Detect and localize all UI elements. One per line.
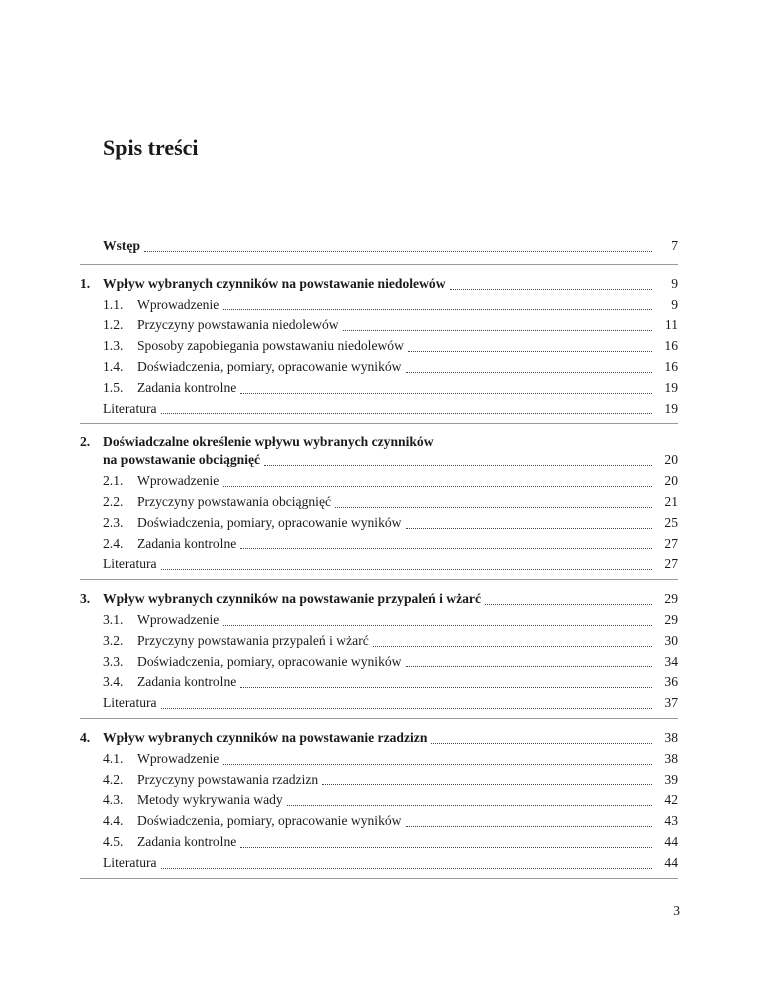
toc-section-2-3[interactable] <box>80 513 678 534</box>
toc-section-1-2[interactable] <box>80 315 678 336</box>
section-title: Przyczyny powstawania niedolewów <box>137 317 339 333</box>
toc-chapter-4[interactable] <box>80 728 678 749</box>
section-page: 34 <box>664 653 678 669</box>
dot-leader <box>450 289 652 290</box>
dot-leader <box>343 330 652 331</box>
section-title: Doświadczenia, pomiary, opracowanie wyników <box>137 358 402 374</box>
toc-literature-1[interactable] <box>80 399 678 420</box>
section-title: Wprowadzenie <box>137 750 220 766</box>
dot-leader <box>264 465 652 466</box>
section-title: Wprowadzenie <box>137 473 220 489</box>
section-number: 1.1. <box>103 296 124 312</box>
chapter-title: Wpływ wybranych czynników na powstawanie rzadzizn <box>103 729 428 745</box>
toc-section-4-4[interactable] <box>80 811 678 832</box>
chapter-block-2 <box>80 433 678 580</box>
section-title: Przyczyny powstawania przypaleń i wżarć <box>137 632 369 648</box>
section-page: 42 <box>664 792 678 808</box>
section-title: Wprowadzenie <box>137 296 220 312</box>
section-title: Przyczyny powstawania rzadzizn <box>137 771 319 787</box>
section-page: 30 <box>664 632 678 648</box>
dot-leader <box>373 646 652 647</box>
section-number: 2.3. <box>103 514 124 530</box>
toc-entry-page: 7 <box>671 238 678 253</box>
dot-leader <box>240 687 652 688</box>
toc-section-1-5[interactable] <box>80 378 678 399</box>
literature-label: Literatura <box>103 854 157 870</box>
dot-leader <box>406 528 653 529</box>
section-page: 39 <box>664 771 678 787</box>
section-page: 20 <box>664 473 678 489</box>
toc-literature-4[interactable] <box>80 853 678 874</box>
dot-leader <box>161 708 652 709</box>
toc-section-4-5[interactable] <box>80 832 678 853</box>
section-title: Zadania kontrolne <box>137 833 237 849</box>
section-page: 25 <box>664 514 678 530</box>
chapter-title: Wpływ wybranych czynników na powstawanie niedolewów <box>103 275 446 291</box>
section-number: 2.2. <box>103 493 124 509</box>
dot-leader <box>240 548 652 549</box>
dot-leader <box>223 309 652 310</box>
dot-leader <box>240 847 652 848</box>
toc-chapter-1[interactable] <box>80 274 678 295</box>
toc-chapter-2-title-line1[interactable] <box>80 433 678 450</box>
toc-section-4-1[interactable] <box>80 749 678 770</box>
chapter-title: Wpływ wybranych czynników na powstawanie przypaleń i wżarć <box>103 591 481 607</box>
dot-leader <box>406 372 653 373</box>
section-page: 21 <box>664 493 678 509</box>
section-title: Doświadczenia, pomiary, opracowanie wyników <box>137 813 402 829</box>
section-number: 4.2. <box>103 771 124 787</box>
section-number: 3.4. <box>103 674 124 690</box>
literature-label: Literatura <box>103 695 157 711</box>
section-number: 4.3. <box>103 792 124 808</box>
dot-leader <box>335 507 652 508</box>
literature-label: Literatura <box>103 556 157 572</box>
literature-page: 27 <box>664 556 678 572</box>
section-page: 11 <box>664 317 678 333</box>
section-number: 4.4. <box>103 813 124 829</box>
section-number: 3.1. <box>103 611 124 627</box>
chapter-page: 29 <box>664 591 678 607</box>
chapter-title-line1: Doświadczalne określenie wpływu wybranych czynników <box>103 434 434 450</box>
chapter-page: 38 <box>664 729 678 745</box>
section-number: 2.1. <box>103 473 124 489</box>
toc-literature-2[interactable] <box>80 554 678 575</box>
section-title: Zadania kontrolne <box>137 379 237 395</box>
table-of-contents <box>80 236 678 888</box>
section-number: 1.3. <box>103 338 124 354</box>
section-page: 16 <box>664 358 678 374</box>
dot-leader <box>287 805 652 806</box>
chapter-number: 2. <box>80 434 91 450</box>
toc-chapter-3[interactable] <box>80 589 678 610</box>
toc-section-2-2[interactable] <box>80 492 678 513</box>
section-page: 43 <box>664 813 678 829</box>
toc-entry-intro[interactable] <box>80 236 678 257</box>
section-page: 44 <box>664 833 678 849</box>
toc-section-3-1[interactable] <box>80 610 678 631</box>
chapter-title-line2: na powstawanie obciągnięć <box>103 452 261 468</box>
section-page: 36 <box>664 674 678 690</box>
dot-leader <box>485 604 652 605</box>
toc-section-4-2[interactable] <box>80 770 678 791</box>
section-title: Wprowadzenie <box>137 611 220 627</box>
literature-page: 19 <box>664 400 678 416</box>
dot-leader <box>144 251 652 252</box>
chapter-number: 3. <box>80 591 91 607</box>
dot-leader <box>322 784 652 785</box>
toc-literature-3[interactable] <box>80 693 678 714</box>
section-number: 4.1. <box>103 750 124 766</box>
section-page: 27 <box>664 535 678 551</box>
literature-page: 37 <box>664 695 678 711</box>
dot-leader <box>431 743 652 744</box>
section-title: Doświadczenia, pomiary, opracowanie wyników <box>137 653 402 669</box>
section-title: Sposoby zapobiegania powstawaniu niedolewów <box>137 338 404 354</box>
toc-section-2-4[interactable] <box>80 534 678 555</box>
section-title: Przyczyny powstawania obciągnięć <box>137 493 332 509</box>
dot-leader <box>223 486 652 487</box>
section-title: Doświadczenia, pomiary, opracowanie wyników <box>137 514 402 530</box>
chapter-page: 20 <box>664 452 678 468</box>
toc-section-1-3[interactable] <box>80 336 678 357</box>
toc-section-2-1[interactable] <box>80 471 678 492</box>
section-title: Zadania kontrolne <box>137 535 237 551</box>
intro-block <box>80 236 678 265</box>
toc-section-1-1[interactable] <box>80 295 678 316</box>
toc-entry-title: Wstęp <box>103 238 141 253</box>
section-page: 29 <box>664 611 678 627</box>
chapter-block-3 <box>80 589 678 719</box>
dot-leader <box>406 826 653 827</box>
section-number: 3.3. <box>103 653 124 669</box>
chapter-block-4 <box>80 728 678 879</box>
dot-leader <box>161 413 652 414</box>
dot-leader <box>408 351 652 352</box>
literature-page: 44 <box>664 854 678 870</box>
section-number: 1.2. <box>103 317 124 333</box>
dot-leader <box>240 393 652 394</box>
toc-section-1-4[interactable] <box>80 357 678 378</box>
toc-section-3-3[interactable] <box>80 652 678 673</box>
dot-leader <box>161 868 652 869</box>
section-page: 9 <box>671 296 678 312</box>
section-page: 38 <box>664 750 678 766</box>
dot-leader <box>223 764 652 765</box>
section-number: 3.2. <box>103 632 124 648</box>
chapter-number: 4. <box>80 729 91 745</box>
toc-section-3-2[interactable] <box>80 631 678 652</box>
section-number: 1.4. <box>103 358 124 374</box>
dot-leader <box>161 569 652 570</box>
toc-section-3-4[interactable] <box>80 672 678 693</box>
chapter-page: 9 <box>671 275 678 291</box>
page-title: Spis treści <box>103 135 199 160</box>
section-number: 1.5. <box>103 379 124 395</box>
section-page: 16 <box>664 338 678 354</box>
section-title: Zadania kontrolne <box>137 674 237 690</box>
section-title: Metody wykrywania wady <box>137 792 283 808</box>
dot-leader <box>406 666 653 667</box>
chapter-block-1 <box>80 274 678 425</box>
toc-chapter-2[interactable] <box>80 450 678 471</box>
dot-leader <box>223 625 652 626</box>
page-number: 3 <box>673 903 680 918</box>
chapter-number: 1. <box>80 275 91 291</box>
toc-section-4-3[interactable] <box>80 790 678 811</box>
literature-label: Literatura <box>103 400 157 416</box>
section-page: 19 <box>664 379 678 395</box>
section-number: 2.4. <box>103 535 124 551</box>
section-number: 4.5. <box>103 833 124 849</box>
